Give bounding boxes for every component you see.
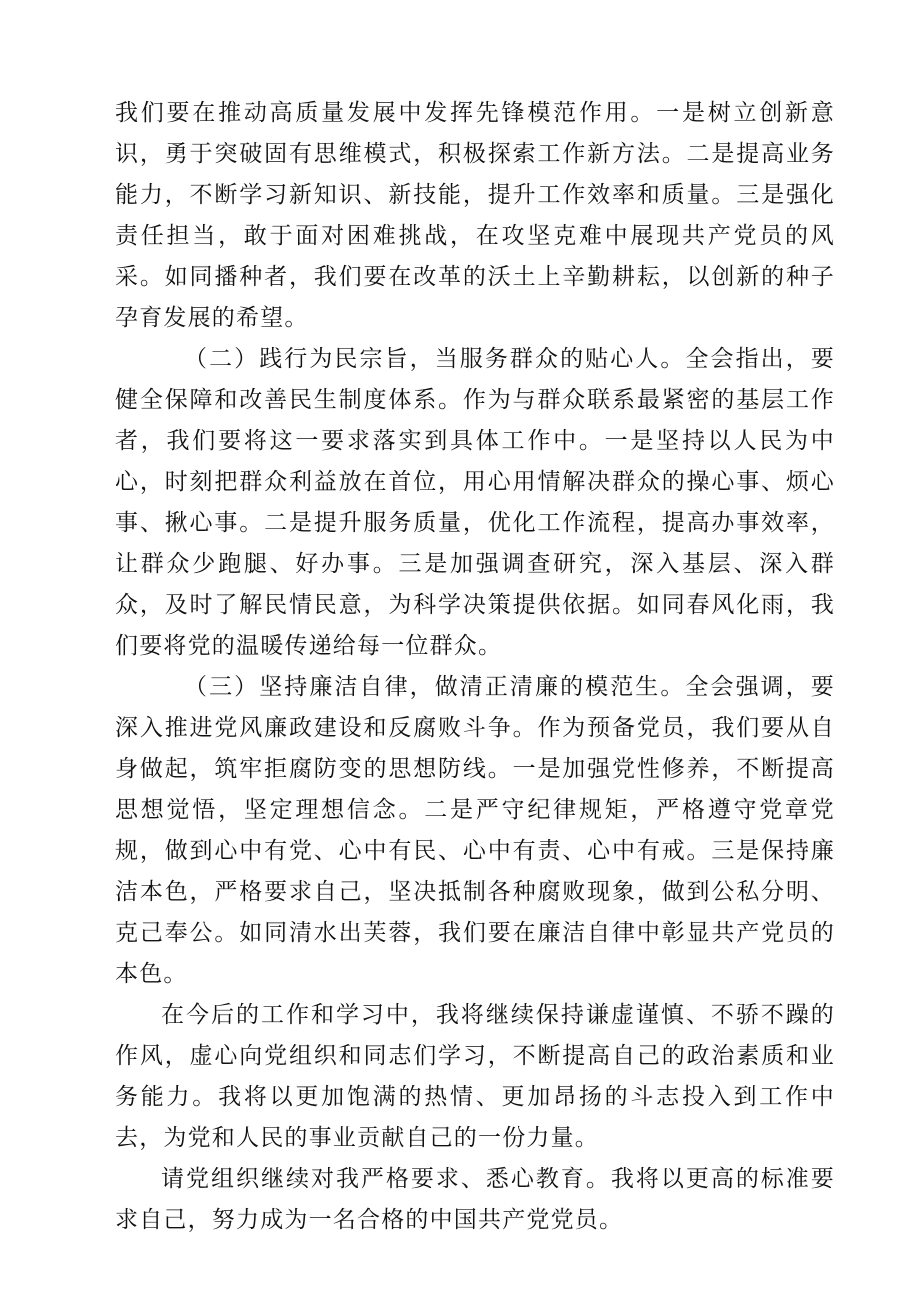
paragraph-closing-request: 请党组织继续对我严格要求、悉心教育。我将以更高的标准要求自己，努力成为一名合格的中国共产党党员。: [115, 1166, 835, 1233]
paragraph-innovation: 我们要在推动高质量发展中发挥先锋模范作用。一是树立创新意识，勇于突破固有思维模式，积极探索工作新方法。二是提高业务能力，不断学习新知识、新技能，提升工作效率和质量。三是强化责任担当，敢于面对困难挑战，在攻坚克难中展现共产党员的风采。如同播种者，我们要在改革的沃土上辛勤耕耘，以创新的种子孕育发展的希望。: [115, 100, 835, 331]
document-body: [115, 93, 835, 1241]
paragraph-serve-people: （二）践行为民宗旨，当服务群众的贴心人。全会指出，要健全保障和改善民生制度体系。作为与群众联系最紧密的基层工作者，我们要将这一要求落实到具体工作中。一是坚持以人民为中心，时刻把群众利益放在首位，用心用情解决群众的操心事、烦心事、揪心事。二是提升服务质量，优化工作流程，提高办事效率，让群众少跑腿、好办事。三是加强调查研究，深入基层、深入群众，及时了解民情民意，为科学决策提供依据。如同春风化雨，我们要将党的温暖传递给每一位群众。: [115, 346, 835, 659]
paragraph-integrity: （三）坚持廉洁自律，做清正清廉的模范生。全会强调，要深入推进党风廉政建设和反腐败斗争。作为预备党员，我们要从自身做起，筑牢拒腐防变的思想防线。一是加强党性修养，不断提高思想觉悟，坚定理想信念。二是严守纪律规矩，严格遵守党章党规，做到心中有党、心中有民、心中有责、心中有戒。三是保持廉洁本色，严格要求自己，坚决抵制各种腐败现象，做到公私分明、克己奉公。如同清水出芙蓉，我们要在廉洁自律中彰显共产党员的本色。: [115, 674, 835, 987]
paragraph-future-work: 在今后的工作和学习中，我将继续保持谦虚谨慎、不骄不躁的作风，虚心向党组织和同志们学习，不断提高自己的政治素质和业务能力。我将以更加饱满的热情、更加昂扬的斗志投入到工作中去，为党和人民的事业贡献自己的一份力量。: [115, 1002, 835, 1151]
